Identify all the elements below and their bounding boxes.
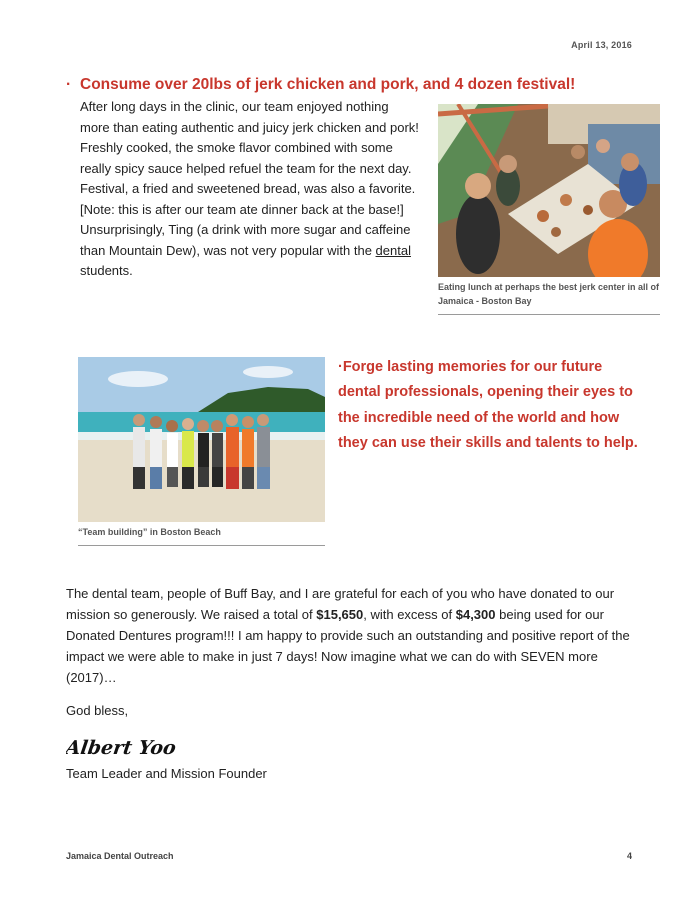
bullet: · — [66, 76, 72, 93]
beach-photo-image — [78, 357, 325, 522]
section-heading-food-text: Consume over 20lbs of jerk chicken and pork, and 4 dozen festival! — [80, 76, 576, 93]
food-paragraph-end: students. — [80, 263, 133, 278]
signature — [66, 733, 186, 768]
dental-link[interactable]: dental — [375, 242, 411, 258]
thank-you-paragraph — [66, 583, 646, 688]
page-number: 4 — [626, 851, 632, 861]
signer-role: Team Leader and Mission Founder — [66, 766, 267, 781]
beach-photo-caption: “Team building” in Boston Beach — [78, 527, 221, 537]
svg-text:Albert Yoo: Albert Yoo — [66, 736, 178, 759]
amount-excess: $4,300 — [455, 607, 496, 622]
signature-image — [66, 733, 186, 763]
thank-you-text: , with excess of — [363, 607, 456, 622]
thank-you-text: The dental team, people of Buff Bay, and I are grateful for each of you who have donated to our mission so generously. We raised a total of — [66, 586, 615, 622]
caption-divider — [78, 545, 325, 546]
section-heading-memories: ·Forge lasting memories for our future dental professionals, opening their eyes to the incredible need of the world and how they can use their skills and talents to help. — [338, 359, 638, 451]
lunch-photo — [438, 104, 660, 277]
lunch-photo-image — [438, 104, 660, 277]
amount-raised: $15,650 — [316, 607, 364, 622]
footer-organization: Jamaica Dental Outreach — [66, 851, 174, 861]
closing-line: God bless, — [66, 703, 129, 718]
food-paragraph-text: After long days in the clinic, our team enjoyed nothing more than eating authentic and juicy jerk chicken and pork! Freshly cooked, the smoke flavor combined with some really spicy sauce helped refuel the team for the next day. Festival, a fried and sweetened bread, was also a favorite. [Note: this is after our team ate dinner back at the base!] Unsurprisingly, Ting (a drink with more sugar and caffeine than Mountain Dew), was not very popular with the — [80, 99, 419, 258]
page-date: April 13, 2016 — [571, 40, 632, 50]
beach-photo — [78, 357, 325, 522]
section-heading-food — [66, 76, 666, 94]
lunch-photo-caption: Eating lunch at perhaps the best jerk center in all of Jamaica - Boston Bay — [438, 282, 660, 306]
caption-divider — [438, 314, 660, 315]
food-paragraph — [80, 97, 420, 282]
thank-you-text: being used for our Donated Dentures program!!! I am happy to provide such an outstanding and positive report of the impact we were able to make in just 7 days! Now imagine what we can do with SEVEN more (2017)… — [66, 607, 630, 685]
